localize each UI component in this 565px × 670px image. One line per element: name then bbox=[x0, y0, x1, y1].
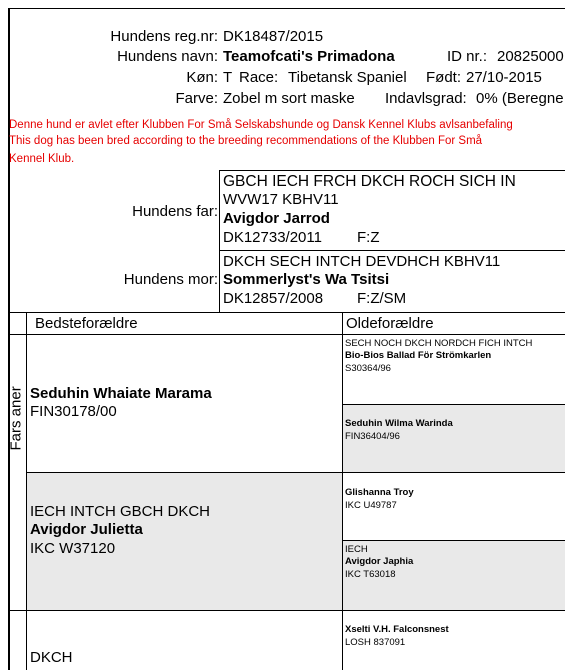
name-value: Teamofcati's Primadona bbox=[223, 48, 395, 65]
father-name: Avigdor Jarrod bbox=[223, 210, 330, 227]
race-label: Race: bbox=[239, 69, 279, 86]
mother-hd: F:Z/SM bbox=[357, 290, 407, 307]
mother-name: Sommerlyst's Wa Tsitsi bbox=[223, 271, 390, 288]
great-grandparent-5-name: Xselti V.H. Falconsnest bbox=[345, 624, 449, 635]
grandparent-1-reg: FIN30178/00 bbox=[30, 403, 117, 420]
grandparent-2-titles: IECH INTCH GBCH DKCH bbox=[30, 503, 211, 520]
fars-aner-label: Fars aner bbox=[7, 386, 25, 451]
id-label: ID nr.: bbox=[447, 48, 488, 65]
breeding-notice-en: This dog has been bred according to the breeding recommendations of the Klubben For Små bbox=[9, 135, 483, 147]
reg-value: DK18487/2015 bbox=[223, 28, 324, 45]
great-grandparent-4-titles: IECH bbox=[345, 544, 368, 555]
breeding-notice-en-cont: Kennel Klub. bbox=[9, 153, 75, 165]
reg-label: Hundens reg.nr: bbox=[110, 28, 218, 45]
grandparent-2 bbox=[27, 473, 342, 610]
father-titles-2: WVW17 KBHV11 bbox=[223, 191, 339, 208]
father-titles-1: GBCH IECH FRCH DKCH ROCH SICH IN bbox=[223, 173, 516, 190]
great-grandparent-4-name: Avigdor Japhia bbox=[345, 556, 414, 567]
great-grandparent-3-reg: IKC U49787 bbox=[345, 500, 397, 511]
great-grandparent-3-name: Glishanna Troy bbox=[345, 487, 414, 498]
parents-top-border bbox=[219, 170, 565, 171]
breeding-notice-da: Denne hund er avlet efter Klubben For Små Selskabshunde og Dansk Kennel Klubs avlsanbefaling bbox=[9, 119, 513, 131]
color-value: Zobel m sort maske bbox=[223, 90, 355, 107]
great-grandparent-4-reg: IKC T63018 bbox=[345, 569, 396, 580]
grandparent-3-titles: DKCH bbox=[30, 649, 73, 666]
mother-titles: DKCH SECH INTCH DEVDHCH KBHV11 bbox=[223, 253, 501, 270]
great-grandparent-5 bbox=[343, 611, 565, 670]
top-border bbox=[8, 8, 565, 9]
born-label: Født: bbox=[426, 69, 462, 86]
sex-label: Køn: bbox=[186, 69, 218, 86]
parents-divider bbox=[219, 250, 565, 251]
grandparent-2-reg: IKC W37120 bbox=[30, 540, 116, 557]
col-header-grandparents: Bedsteforældre bbox=[35, 315, 138, 332]
great-grandparent-2 bbox=[343, 405, 565, 472]
mother-label: Hundens mor: bbox=[123, 271, 218, 288]
great-grandparent-5-reg: LOSH 837091 bbox=[345, 637, 406, 648]
sex-value: T bbox=[223, 69, 233, 86]
parents-left-border bbox=[219, 170, 220, 312]
color-label: Farve: bbox=[175, 90, 218, 107]
race-value: Tibetansk Spaniel bbox=[288, 69, 407, 86]
id-value: 20825000 bbox=[497, 48, 564, 65]
great-grandparent-2-name: Seduhin Wilma Warinda bbox=[345, 418, 453, 429]
mother-reg: DK12857/2008 bbox=[223, 290, 324, 307]
inbreed-label: Indavlsgrad: bbox=[385, 90, 467, 107]
father-reg: DK12733/2011 bbox=[223, 229, 322, 246]
great-grandparent-1-titles: SECH NOCH DKCH NORDCH FICH INTCH bbox=[345, 338, 533, 349]
name-label: Hundens navn: bbox=[117, 48, 218, 65]
great-grandparent-4 bbox=[343, 541, 565, 610]
grandparent-1 bbox=[27, 335, 342, 472]
left-border bbox=[8, 8, 10, 670]
col-header-great-grandparents: Oldeforældre bbox=[346, 315, 434, 332]
great-grandparent-1-name: Bio-Bios Ballad För Strömkarlen bbox=[345, 350, 492, 361]
father-label: Hundens far: bbox=[132, 203, 218, 220]
inbreed-value: 0% (Beregne bbox=[476, 90, 564, 107]
born-value: 27/10-2015 bbox=[466, 69, 542, 86]
great-grandparent-1 bbox=[343, 335, 565, 404]
pedigree-top-border bbox=[8, 312, 565, 313]
great-grandparent-3 bbox=[343, 473, 565, 540]
great-grandparent-2-reg: FIN36404/96 bbox=[345, 431, 400, 442]
father-hd: F:Z bbox=[357, 229, 380, 246]
grandparent-1-name: Seduhin Whaiate Marama bbox=[30, 385, 212, 402]
grandparent-3 bbox=[27, 611, 342, 670]
great-grandparent-1-reg: S30364/96 bbox=[345, 363, 391, 374]
grandparent-2-name: Avigdor Julietta bbox=[30, 521, 143, 538]
